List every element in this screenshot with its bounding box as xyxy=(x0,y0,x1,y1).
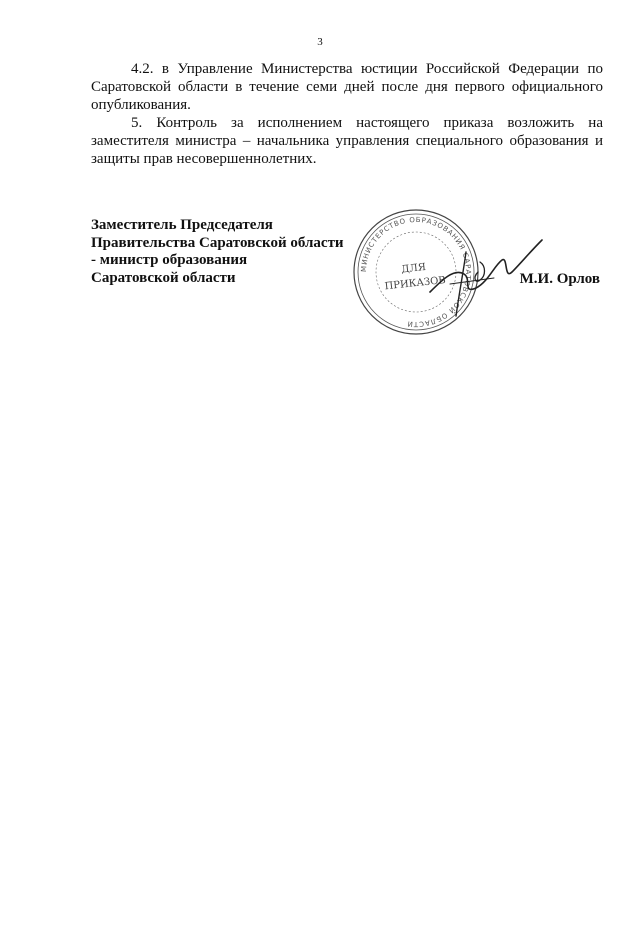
page-number: 3 xyxy=(317,36,323,48)
paragraph-4-2: 4.2. в Управление Министерства юстиции Российской Федерации по Саратовской области в течение семи дней после дня первого официального опубликования. xyxy=(91,61,603,113)
signatory-title-line: - министр образования xyxy=(91,252,248,268)
paragraph-5: 5. Контроль за исполнением настоящего приказа возложить на заместителя министра – начальника управления специального образования и защиты прав несовершеннолетних. xyxy=(91,115,603,167)
signatory-title-line: Правительства Саратовской области xyxy=(91,234,344,251)
signatory-title xyxy=(91,217,391,287)
stamp-center-line: ДЛЯ xyxy=(400,261,427,276)
stamp-center-line: ПРИКАЗОВ xyxy=(384,274,447,293)
signatory-title-line: Заместитель Председателя xyxy=(91,217,273,233)
signatory-name: М.И. Орлов xyxy=(519,271,600,287)
stamp-ring-text: МИНИСТЕРСТВО ОБРАЗОВАНИЯ САРАТОВСКОЙ ОБЛАСТИ xyxy=(359,215,473,329)
document-body xyxy=(91,60,603,168)
signatory-title-line: Саратовской области xyxy=(91,269,236,286)
